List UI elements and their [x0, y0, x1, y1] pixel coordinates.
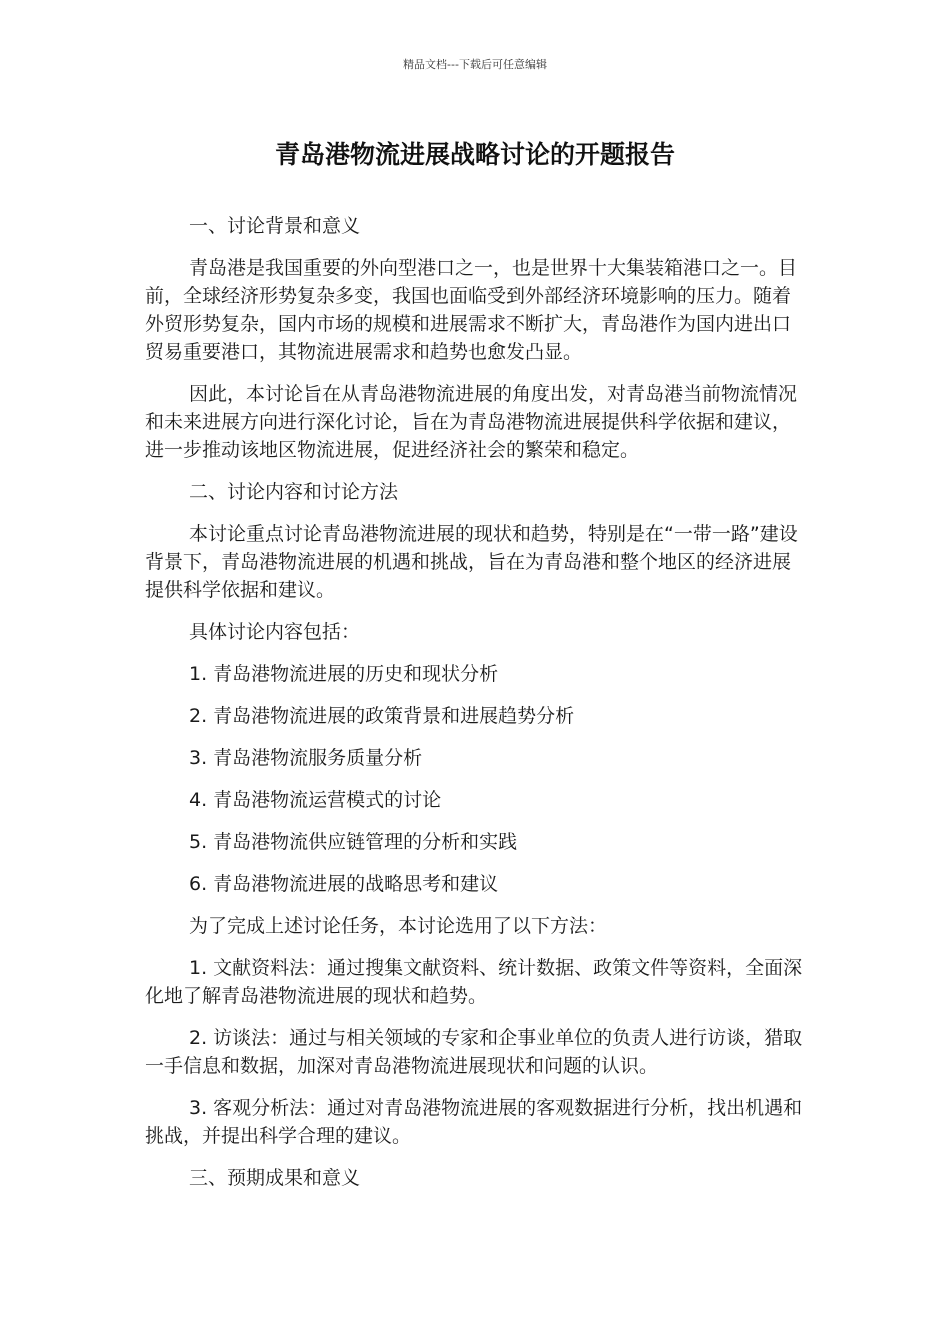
section-heading-content-methods: 二、讨论内容和讨论方法: [189, 481, 399, 503]
list-item-content-4: 4. 青岛港物流运营模式的讨论: [189, 789, 442, 811]
paragraph-method-1: 1. 文献资料法：通过搜集文献资料、统计数据、政策文件等资料，全面深化地了解青岛港物流进展的现状和趋势。: [145, 957, 803, 1007]
list-item-content-5: 5. 青岛港物流供应链管理的分析和实践: [189, 831, 518, 853]
document-body: [145, 212, 805, 1206]
paragraph-content-intro: 本讨论重点讨论青岛港物流进展的现状和趋势，特别是在“一带一路”建设背景下，青岛港物流进展的机遇和挑战，旨在为青岛港和整个地区的经济进展提供科学依据和建议。: [145, 523, 798, 601]
paragraph-background-1: 青岛港是我国重要的外向型港口之一，也是世界十大集装箱港口之一。目前，全球经济形势复杂多变，我国也面临受到外部经济环境影响的压力。随着外贸形势复杂，国内市场的规模和进展需求不断扩大，青岛港作为国内进出口贸易重要港口，其物流进展需求和趋势也愈发凸显。: [145, 257, 798, 363]
section-heading-background: 一、讨论背景和意义: [189, 215, 361, 237]
header-note: 精品文档---下载后可任意编辑: [403, 58, 547, 71]
list-item-content-1: 1. 青岛港物流进展的历史和现状分析: [189, 663, 499, 685]
list-item-content-6: 6. 青岛港物流进展的战略思考和建议: [189, 873, 499, 895]
page-title: 青岛港物流进展战略讨论的开题报告: [274, 140, 675, 169]
paragraph-methods-lead: 为了完成上述讨论任务，本讨论选用了以下方法：: [189, 915, 608, 937]
paragraph-background-2: 因此，本讨论旨在从青岛港物流进展的角度出发，对青岛港当前物流情况和未来进展方向进行深化讨论，旨在为青岛港物流进展提供科学依据和建议，进一步推动该地区物流进展，促进经济社会的繁荣和稳定。: [145, 383, 798, 461]
list-item-content-3: 3. 青岛港物流服务质量分析: [189, 747, 423, 769]
paragraph-method-2: 2. 访谈法：通过与相关领域的专家和企事业单位的负责人进行访谈，猎取一手信息和数据，加深对青岛港物流进展现状和问题的认识。: [145, 1027, 803, 1077]
list-item-content-2: 2. 青岛港物流进展的政策背景和进展趋势分析: [189, 705, 575, 727]
paragraph-method-3: 3. 客观分析法：通过对青岛港物流进展的客观数据进行分析，找出机遇和挑战，并提出科学合理的建议。: [145, 1097, 803, 1147]
section-heading-outcomes: 三、预期成果和意义: [189, 1167, 361, 1189]
paragraph-content-lead: 具体讨论内容包括：: [189, 621, 361, 643]
